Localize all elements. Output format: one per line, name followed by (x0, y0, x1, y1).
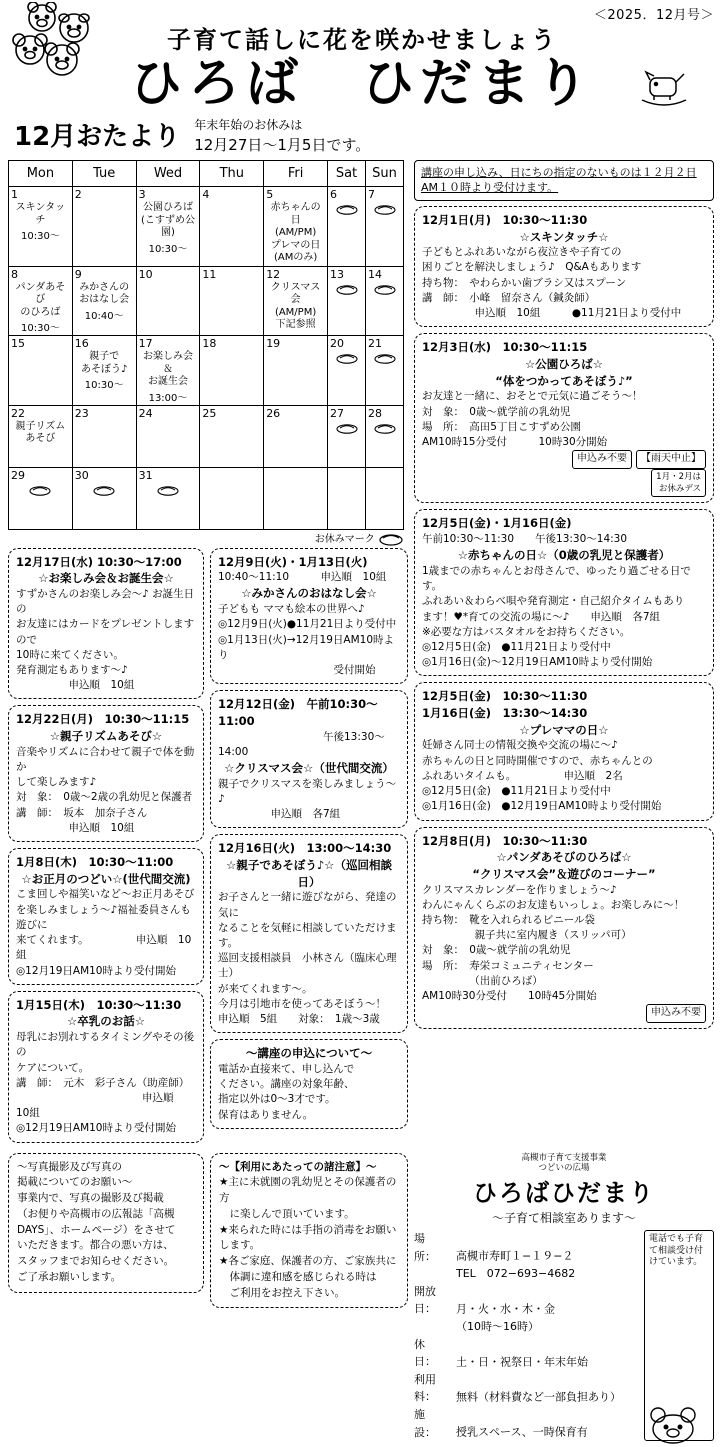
day-number: 28 (368, 406, 382, 420)
event-title: ☆卒乳のお話☆ (66, 1014, 146, 1029)
photo-policy-title2: 掲載についてのお願い〜 (17, 1176, 133, 1189)
calendar-day-cell[interactable] (72, 336, 136, 406)
event-line: 申込順 各7組 (218, 808, 341, 821)
calendar-day-cell[interactable] (366, 187, 404, 267)
event-line: こま回しや福笑いなど〜お正月あそび (16, 888, 195, 901)
day-event: パンダあそび のひろば (15, 281, 66, 318)
event-line: 巡回支援相談員 小林さん（臨床心理士） (218, 952, 397, 980)
header-subtitle: 子育て話しに花を咲かせましょう (167, 26, 557, 54)
event-line: ◎12月9日(火)●11月21日より受付中 (218, 618, 397, 631)
event-line: 受付開始 (218, 664, 376, 677)
event-line: 電話か直接来て、申し込んで (218, 1063, 355, 1076)
org-title: ひろばひだまり (473, 1179, 655, 1208)
left-event-columns (8, 548, 408, 1149)
holiday-value: 12月27日〜1月5日です。 (194, 135, 371, 154)
calendar-day-cell[interactable] (136, 266, 200, 336)
day-number: 12 (266, 267, 281, 281)
event-line: ふれあい＆わらべ唄や発育測定・自己紹介タイムもあり (422, 595, 685, 608)
calendar-header-thu: Thu (200, 161, 264, 187)
day-number: 29 (11, 468, 25, 482)
contact-details (414, 1230, 638, 1441)
usage-note-line: ★来られた時には手指の消毒をお願いします。 (219, 1223, 397, 1252)
event-line: ◎12月5日(金) ●11月21日より受付中 (422, 785, 611, 798)
calendar-header-sat: Sat (328, 161, 366, 187)
calendar-day-cell[interactable] (328, 336, 366, 406)
event-title: ☆クリスマス会☆（世代間交流） (224, 761, 394, 776)
day-time: 13:00〜 (148, 392, 188, 404)
issue-number: ＜2025．12月号＞ (593, 8, 714, 23)
calendar-header-fri: Fri (264, 161, 328, 187)
usage-notes-title: 〜【利用にあたっての諸注意】〜 (219, 1160, 377, 1173)
event-box-rhythm (8, 705, 204, 842)
photo-policy-line: DAYS」、ホームページ）をさせて (17, 1223, 176, 1236)
day-number: 22 (11, 406, 25, 420)
month-and-holiday (8, 116, 716, 157)
org-subtitle: 〜子育て相談室あります〜 (491, 1211, 636, 1226)
day-number: 27 (330, 406, 344, 420)
photo-policy-line: いただきます。都合の悪い方は、 (17, 1239, 174, 1252)
event-date: 1月8日(木) 10:30〜11:00 (16, 855, 174, 870)
calendar-day-cell[interactable] (366, 336, 404, 406)
event-box-skintouch (414, 206, 714, 327)
mascot-animals-icon (6, 2, 116, 88)
calendar-day-cell[interactable] (136, 336, 200, 406)
calendar-table (8, 160, 404, 530)
day-event: クリスマス会 (AM/PM) 下記参照 (270, 281, 321, 331)
event-line: 子どもとふれあいながら夜泣きや子育ての (422, 246, 622, 259)
calendar-day-cell[interactable] (136, 187, 200, 267)
event-date: 12月9日(火)・1月13日(火) (218, 554, 368, 569)
usage-note-line: 体調に違和感を感じられる時は (219, 1270, 377, 1283)
event-subtitle: “体をつかってあそぼう♪” (495, 373, 633, 388)
event-line: AM10時30分受付 10時45分開始 (422, 990, 597, 1003)
event-line: 講 師： 小峰 留奈さん（鍼灸師） (422, 291, 596, 304)
calendar-day-cell[interactable] (264, 405, 328, 467)
calendar-day-cell[interactable] (72, 187, 136, 267)
event-line: 持ち物： 靴を入れられるビニール袋 (422, 913, 596, 926)
day-number: 30 (74, 468, 89, 482)
event-line: ◎12月19日AM10時より受付開始 (16, 1122, 176, 1135)
event-line: お友達と一緒に、おそとで元気に過ごそう〜！ (422, 390, 643, 403)
place-value: 高槻市寿町１−１９−２ (456, 1249, 574, 1263)
day-number: 3 (138, 188, 146, 202)
event-time: 午前10:30〜11:30 午後13:30〜14:30 (422, 533, 628, 545)
day-number: 26 (266, 406, 281, 420)
calendar-day-cell[interactable] (136, 405, 200, 467)
calendar-day-cell[interactable] (366, 405, 404, 467)
day-event: お楽しみ会＆ お誕生会 (142, 351, 193, 388)
calendar-day-cell[interactable] (200, 336, 264, 406)
event-line: 母乳にお別れするタイミングやその後の (16, 1031, 195, 1059)
tel-consultation-note: 電話でも子育て相談受け付けています。 (644, 1230, 714, 1441)
day-number: 21 (368, 337, 382, 351)
photo-policy-title: 〜写真撮影及び写真の (17, 1160, 122, 1173)
mascot-rocking-horse-icon (634, 60, 694, 110)
right-column (414, 160, 714, 1149)
day-time: 10:30〜 (148, 243, 188, 255)
event-line: 親子でクリスマスを楽しみましょう〜♪ (218, 777, 397, 805)
calendar-day-cell[interactable] (200, 405, 264, 467)
event-badge: 申込み不要 (572, 450, 632, 469)
event-line: ◎12月19日AM10時より受付開始 (16, 964, 176, 977)
event-line: お子さんと一緒に遊びながら、発達の気に (218, 891, 397, 919)
day-event: 親子リズム あそび (15, 420, 66, 445)
facility-label: 施 設： (414, 1407, 436, 1439)
event-line: 発育測定もあります〜♪ (16, 664, 128, 677)
event-badges (422, 1004, 706, 1023)
fee-label: 利用料： (414, 1372, 436, 1404)
calendar-day-cell[interactable] (328, 467, 366, 529)
event-line: 講 師： 坂本 加奈子さん (16, 806, 148, 819)
day-number: 11 (202, 267, 217, 281)
event-title: ☆パンダあそびのひろば☆ (496, 850, 632, 865)
event-line: 妊婦さん同士の情報交換や交流の場に〜♪ (422, 739, 618, 752)
calendar-day-cell[interactable] (328, 266, 366, 336)
event-line: 来てくれます。 申込順 10組 (16, 934, 192, 962)
event-box-panda-christmas (414, 827, 714, 1029)
day-number: 20 (330, 337, 344, 351)
event-date: 12月5日(金)・1月16日(金) (422, 516, 572, 531)
event-line: わんにゃんくらぶのお友達もいっしょ。お楽しみに〜！ (422, 898, 685, 911)
event-line: AM10時15分受付 10時30分開始 (422, 435, 608, 448)
event-date: 12月17日(水) 10:30〜17:00 (16, 554, 182, 569)
page-title: ひろば ひだまり (129, 54, 594, 114)
calendar-day-cell[interactable] (9, 467, 73, 529)
event-box-park-hiroba (414, 333, 714, 503)
event-line: （出前ひろば） (422, 974, 543, 987)
calendar-day-cell[interactable] (264, 187, 328, 267)
event-line: ます！♥*育ての交流の場に〜♪ 申込順 各7組 (422, 610, 661, 623)
day-number: 10 (138, 267, 153, 281)
contact-box (414, 1153, 714, 1442)
event-line: ※必要な方はバスタオルをお持ちください。 (422, 625, 631, 638)
day-number: 14 (368, 267, 382, 281)
event-line: が来てくれます〜。 (218, 982, 313, 995)
calendar-week-row (9, 187, 404, 267)
calendar-day-cell[interactable] (200, 266, 264, 336)
calendar-day-cell[interactable] (366, 467, 404, 529)
photo-policy-line: スタッフまでお知らせください。 (17, 1255, 175, 1268)
calendar-day-cell[interactable] (136, 467, 200, 529)
holiday-label: 年末年始のお休みは (194, 117, 303, 132)
day-event: スキンタッチ (15, 202, 66, 226)
calendar-day-cell[interactable] (72, 405, 136, 467)
event-line: 10時に来てください。 (16, 648, 124, 661)
day-number: 2 (74, 188, 82, 202)
usage-note-line: ご利用をお控え下さい。 (219, 1286, 345, 1299)
event-line: 申込順 10組 (16, 1092, 184, 1120)
event-date: 12月1日(月) 10:30〜11:30 (422, 212, 588, 227)
usage-notes-box (210, 1153, 408, 1442)
event-title: 〜講座の申込について〜 (245, 1046, 373, 1061)
event-box-moushikomi (210, 1039, 408, 1129)
organization-tag: 高槻市子育て支援事業 つどいの広場 (521, 1152, 607, 1173)
event-title: ☆お楽しみ会＆お誕生会☆ (38, 571, 174, 586)
usage-note-line: ★主に未就園の乳幼児とその保護者の方 (219, 1176, 397, 1205)
day-number: 8 (11, 267, 18, 281)
event-box-christmas (210, 690, 408, 828)
event-line: 子どもも ママも絵本の世界へ♪ (218, 603, 365, 616)
day-number: 4 (202, 188, 210, 202)
event-box-mikasan (210, 548, 408, 685)
rest-label: 休 日： (414, 1337, 436, 1369)
event-badge: 【雨天中止】 (636, 450, 706, 469)
event-line: 場 所： 寿栄コミュニティセンター (422, 959, 594, 972)
event-title: ☆親子であそぼう♪☆（巡回相談日） (226, 858, 392, 889)
event-line: 困りごとを解決しましょう♪ Q&Aもあります (422, 261, 642, 274)
photo-policy-line: ご了承お願いします。 (17, 1270, 122, 1283)
day-time: 10:40〜 (84, 310, 124, 322)
event-line: 持ち物： やわらかい歯ブラシ又はスプーン (422, 276, 627, 289)
event-box-mika (8, 991, 204, 1143)
event-date: 12月16日(火) 13:00〜14:30 (218, 841, 392, 856)
event-title: ☆プレママの日☆ (519, 722, 609, 737)
application-notice: 講座の申し込み、日にちの指定のないものは１２月２日AM１０時より受付けます。 (414, 160, 714, 201)
event-date: 12月8日(月) 10:30〜11:30 (422, 833, 588, 848)
event-line: 対 象： 0歳〜就学前の乳幼児 (422, 944, 571, 957)
event-line: を楽しみましょう〜♪福祉委員さんも遊びに (16, 903, 191, 931)
event-line: 指定以外は0〜3才です。 (218, 1093, 336, 1106)
photo-policy-line: 事業内で、写真の撮影及び掲載 (17, 1192, 164, 1205)
day-number: 31 (138, 468, 153, 482)
event-line: 親子共に室内履き（スリッパ可） (422, 929, 632, 942)
event-line: 場 所： 高田5丁目こすずめ公園 (422, 420, 582, 433)
calendar-day-cell[interactable] (9, 266, 73, 336)
day-time: 10:30〜 (84, 380, 124, 392)
event-side-note: 1月・2月は お休みデス (651, 469, 706, 498)
event-date: 12月3日(水) 10:30〜11:15 (422, 340, 588, 355)
event-line: 申込順 10組 ●11月21日より受付中 (422, 307, 682, 320)
event-line: 保育はありません。 (218, 1108, 314, 1121)
rest-value: 土・日・祝祭日・年末年始 (456, 1355, 588, 1369)
day-number: 7 (368, 188, 375, 202)
event-line: 1歳までの赤ちゃんとお母さんで、ゆったり過ごせる日です。 (422, 564, 691, 593)
event-line: 申込順 5組 対象： 1歳〜3歳 (218, 1013, 380, 1026)
day-number: 9 (74, 267, 82, 281)
event-title: ☆赤ちゃんの日☆（0歳の乳児と保護者） (457, 548, 671, 563)
usage-note-line: に楽しんで頂いています。 (219, 1207, 355, 1220)
event-line: 音楽やリズムに合わせて親子で体を動か (16, 745, 195, 774)
main-content (8, 160, 716, 1149)
event-line: ふれあいタイムも。 申込順 2名 (422, 769, 623, 782)
event-line: 申込順 10組 (16, 821, 135, 834)
event-line: 今月は引地市を使ってあそぼう〜！ (218, 997, 386, 1010)
day-number: 23 (74, 406, 89, 420)
event-title: ☆スキンタッチ☆ (519, 229, 609, 244)
event-line: クリスマスカレンダーを作りましょう〜♪ (422, 883, 617, 896)
calendar-day-cell[interactable] (264, 266, 328, 336)
day-time: 10:30〜 (20, 231, 60, 243)
day-event: 親子で あそぼう♪ (81, 351, 128, 375)
event-box-tanoshimi (8, 548, 204, 700)
event-title: ☆公園ひろば☆ (524, 356, 604, 371)
event-line: ◎1月13日(火)→12月19日AM10時より (218, 633, 395, 661)
event-line: お友達にはカードをプレゼントしますので (16, 618, 195, 646)
day-event: みかさんの おはなし会 (79, 281, 130, 306)
day-event: 公園ひろば (こすずめ公園) (140, 202, 195, 239)
event-line: ◎12月5日(金) ●11月21日より受付中 (422, 640, 611, 653)
day-time: 10:30〜 (20, 323, 60, 335)
calendar-day-cell[interactable] (9, 336, 73, 406)
event-box-prema (414, 682, 714, 820)
event-box-oshogatsu (8, 848, 204, 985)
calendar-day-cell[interactable] (264, 467, 328, 529)
holiday-notice (194, 116, 370, 157)
mascot-bear-icon (638, 1401, 708, 1447)
event-title: ☆お正月のつどい☆(世代間交流) (21, 871, 191, 886)
left-column (8, 160, 408, 1149)
day-number: 5 (266, 188, 274, 202)
calendar-day-cell[interactable] (200, 187, 264, 267)
event-box-oyako (210, 834, 408, 1033)
tel-value: TEL 072−693−4682 (456, 1267, 576, 1281)
event-line: すずかさんのお楽しみ会〜♪ お誕生日の (16, 587, 195, 616)
month-title: 12月おたより (14, 121, 181, 152)
usage-note-line: ★各ご家庭、保護者の方、ご家族共に (219, 1255, 397, 1268)
event-line: 対 象： 0歳〜就学前の乳幼児 (422, 405, 571, 418)
calendar-day-cell[interactable] (9, 187, 73, 267)
event-line: 申込順 10組 (16, 679, 135, 692)
open-label: 開放日： (414, 1284, 436, 1316)
event-badges (422, 450, 706, 469)
fee-value: 無料（材料費など一部負担あり） (456, 1390, 621, 1404)
calendar-day-cell[interactable] (328, 187, 366, 267)
calendar-header-tue: Tue (72, 161, 136, 187)
place-label: 場 所： (414, 1232, 436, 1263)
event-line: ケアについて。 (16, 1061, 90, 1074)
event-line: ください。講座の対象年齢、 (218, 1078, 355, 1091)
event-date-2: 1月16日(金) 13:30〜14:30 (422, 706, 588, 721)
event-date: 12月5日(金) 10:30〜11:30 (422, 689, 588, 704)
day-number: 17 (138, 337, 153, 351)
day-number: 15 (11, 337, 25, 351)
calendar-header-sun: Sun (366, 161, 404, 187)
calendar-day-cell[interactable] (9, 405, 73, 467)
event-line: ◎1月16日(金) ●12月19日AM10時より受付開始 (422, 800, 662, 813)
calendar-header-wed: Wed (136, 161, 200, 187)
event-line: 赤ちゃんの日と同時開催ですので、赤ちゃんとの (422, 754, 653, 767)
calendar-day-cell[interactable] (72, 467, 136, 529)
photo-policy-box (8, 1153, 204, 1442)
day-number: 16 (74, 337, 89, 351)
facility-value: 授乳スペース、一時保育有 (456, 1425, 588, 1439)
calendar-week-row (9, 266, 404, 336)
day-event: 赤ちゃんの日 (AM/PM) プレマの日 (AMのみ) (270, 202, 321, 264)
day-number: 24 (138, 406, 153, 420)
open-hours: （10時〜16時） (456, 1320, 539, 1333)
calendar-day-cell[interactable] (366, 266, 404, 336)
event-date: 12月12日(金) 午前10:30〜11:00 (218, 697, 378, 728)
calendar-week-row (9, 405, 404, 467)
event-line: なることを気軽に相談していただけます。 (218, 921, 397, 950)
event-date: 1月15日(木) 10:30〜11:30 (16, 997, 182, 1012)
event-box-baby-day (414, 509, 714, 676)
event-badge: 申込み不要 (646, 1004, 706, 1023)
calendar-week-row (9, 467, 404, 529)
event-line: して楽しみます♪ (16, 776, 97, 789)
day-number: 18 (202, 337, 217, 351)
event-subtitle: “クリスマス会”＆遊びのコーナー” (472, 866, 656, 881)
event-line: ◎1月16日(金)〜12月19日AM10時より受付開始 (422, 656, 653, 669)
calendar-rest-note: お休みマーク (8, 530, 408, 546)
event-time: 午後13:30〜14:00 (218, 730, 385, 758)
calendar-day-cell[interactable] (264, 336, 328, 406)
event-date: 12月22日(月) 10:30〜11:15 (16, 712, 190, 727)
calendar-day-cell[interactable] (72, 266, 136, 336)
open-value: 月・火・水・木・金 (456, 1302, 555, 1316)
calendar-week-row (9, 336, 404, 406)
day-number: 13 (330, 267, 344, 281)
calendar-day-cell[interactable] (200, 467, 264, 529)
event-line: 対 象： 0歳〜2歳の乳幼児と保護者 (16, 791, 193, 804)
day-number: 6 (330, 188, 337, 202)
day-number: 19 (266, 337, 281, 351)
bottom-section (8, 1153, 716, 1442)
calendar-day-cell[interactable] (328, 405, 366, 467)
day-number: 1 (11, 188, 18, 202)
photo-policy-line: （お便りや高槻市の広報誌「高槻 (17, 1207, 175, 1220)
day-number: 25 (202, 406, 217, 420)
event-time: 10:40〜11:10 申込順 10組 (218, 571, 387, 584)
event-line: 講 師： 元木 彩子さん（助産師） (16, 1076, 190, 1089)
event-title: ☆親子リズムあそび☆ (49, 729, 163, 744)
event-title: ☆みかさんのおはなし会☆ (241, 586, 377, 601)
calendar-header-mon: Mon (9, 161, 73, 187)
